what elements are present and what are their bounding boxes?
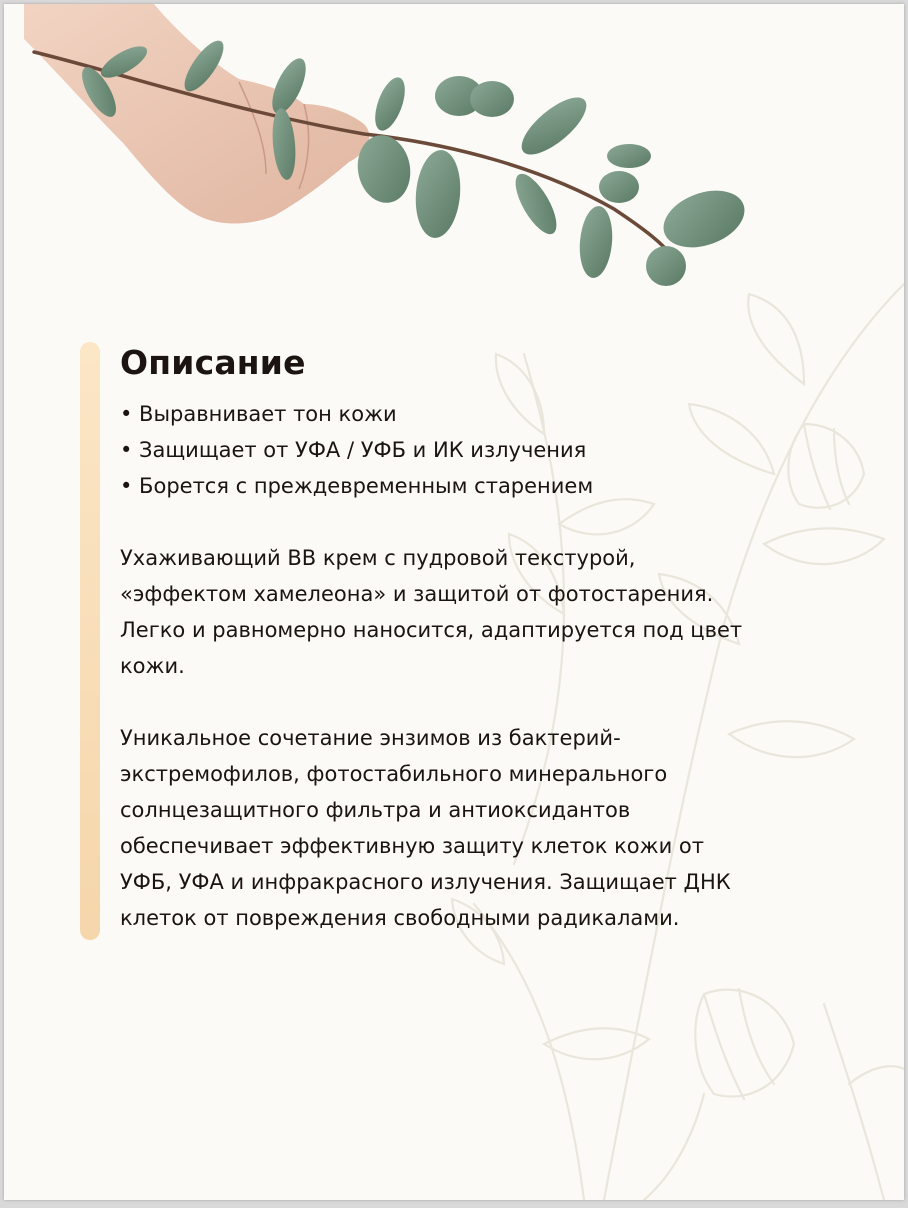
product-description-card — [4, 4, 904, 1200]
paragraph-line: Легко и равномерно наносится, адаптируется под цвет — [120, 618, 743, 642]
paragraph-line: кожи. — [120, 654, 185, 678]
paragraph-line: клеток от повреждения свободными радикалами. — [120, 906, 680, 930]
description-paragraph-1 — [120, 540, 860, 684]
paragraph-line: «эффектом хамелеона» и защитой от фотостарения. — [120, 582, 714, 606]
benefit-item: • Борется с преждевременным старением — [120, 474, 594, 498]
benefit-item: • Выравнивает тон кожи — [120, 402, 397, 426]
benefits-list — [120, 396, 860, 504]
paragraph-line: солнцезащитного фильтра и антиоксидантов — [120, 798, 631, 822]
benefit-item: • Защищает от УФА / УФБ и ИК излучения — [120, 438, 587, 462]
paragraph-line: обеспечивает эффективную защиту клеток кожи от — [120, 834, 704, 858]
description-section — [120, 340, 860, 936]
section-title: Описание — [120, 343, 306, 382]
paragraph-line: Уникальное сочетание энзимов из бактерий- — [120, 726, 621, 750]
description-paragraph-2 — [120, 720, 860, 936]
hand-with-eucalyptus-branch-image — [4, 4, 764, 304]
accent-bar — [80, 342, 100, 940]
paragraph-line: Ухаживающий ВВ крем с пудровой текстурой, — [120, 546, 636, 570]
paragraph-line: экстремофилов, фотостабильного минерального — [120, 762, 668, 786]
paragraph-line: УФБ, УФА и инфракрасного излучения. Защищает ДНК — [120, 870, 731, 894]
